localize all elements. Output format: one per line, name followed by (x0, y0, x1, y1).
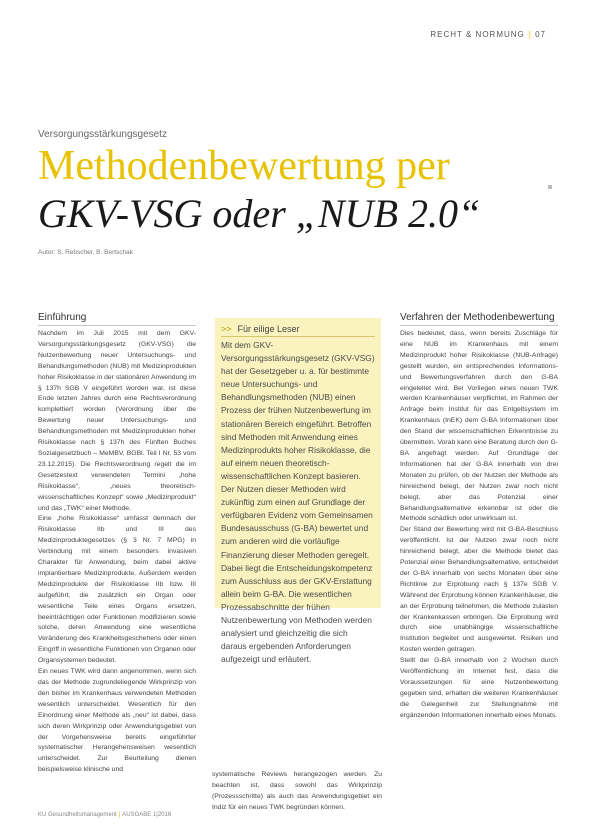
footer-journal: KU Gesundheitsmanagement (38, 812, 117, 818)
header-section: RECHT & NORMUNG (430, 30, 525, 39)
col1-heading-block (38, 312, 196, 323)
article-authors: Autor: S. Rebscher, B. Bertschak (38, 249, 134, 256)
col3-heading: Verfahren der Methodenbewertung (400, 312, 555, 323)
col1-paragraph: Nachdem im Juli 2015 mit dem GKV-Versorgungsstärkungsgesetz (GKV-VSG) die Nutzenbewertung neuer Untersuchungs- und Behandlungsmethoden (NUB) mit Medizinprodukten hoher Risikoklasse in der stationären Anwendung im § 137h SGB V eingeführt worden war, ist diese Ende letzten Jahres durch eine Rechtsverordnung komplettiert worden (Verordnung über die Bewertung neuer Untersuchungs- und Behandlungsmethoden mit Medizinprodukten hoher Risikoklasse nach § 137h des Fünften Buches Sozialgesetzbuch – MeMBV, BGBl. Teil I Nr. 53 vom 23.12.2015). Die Rechtsverordnung regelt die im Gesetzestext verwendeten Termini „hohe Risikoklasse“, „neues theoretisch-wissenschaftliches Konzept“ sowie „Medizinprodukt“ und das „TWK“ einer Methode. (38, 330, 196, 512)
box-text: Mit dem GKV-Versorgungsstärkungsgesetz (GKV-VSG) hat der Gesetzgeber u. a. für bestimmte neue Untersuchungs- und Behandlungsmethoden (NUB) einen Prozess der frühen Nutzenbewertung im stationären Bereich eingeführt. Betroffen sind Methoden mit Anwendung eines Medizinprodukts hoher Risikoklasse, die auf einem neuen theoretisch-wissenschaftlichen Konzept basieren. Der Nutzen dieser Methoden wird zukünftig zum einen auf Grundlage der verfügbaren Evidenz vom Gemeinsamen Bundesausschuss (G-BA) bewertet und zum anderen wird die vorläufige Finanzierung dieser Methoden geregelt. Dabei liegt die Entscheidungskompetenz zum Ausschluss aus der GKV-Erstattung allein beim G-BA. Die wesentlichen Prozessabschnitte der frühen Nutzenbewertung von Methoden werden analysiert und gleichzeitig die sich daraus ergebenden Anforderungen aufgezeigt und erläutert. (221, 340, 375, 665)
page-footer (38, 812, 171, 818)
col1-heading-rule (38, 325, 196, 326)
article-title-line2: GKV-VSG oder „NUB 2.0“ (38, 191, 481, 236)
quick-readers-box (215, 318, 381, 665)
col1-paragraph: Ein neues TWK wird dann angenommen, wenn sich das der Methode zugrundeliegende Wirkprinzip von den bisher im Krankenhaus verwendeten Methoden wesentlich unterscheidet. Wesentlich für den Einordnung einer Methode als „neu“ ist dabei, dass sich deren Wirkprinzip oder Anwendungsgebiet von der Vorgehensweise bereits eingeführter systematischer Herangehensweisen wesentlich unterscheidet. Zur Beurteilung dienen beispielsweise klinische und (38, 668, 196, 774)
col3-body (400, 329, 558, 799)
footer-separator: | (118, 812, 121, 818)
page-number: 07 (535, 30, 546, 39)
running-header (430, 30, 546, 39)
box-heading: Für eilige Leser (237, 324, 300, 334)
col3-paragraph: Der Stand der Bewertung wird mit G-BA-Beschluss veröffentlicht. Ist der Nutzen zwar noch nicht hinreichend belegt, aber die Methode bietet das Potenzial einer Behandlungsalternative, entscheidet der G-BA innerhalb von sechs Monaten über eine Richtlinie zur Erprobung nach § 137e SGB V. Während der Erprobung können Krankenhäuser, die an der Erprobung teilnehmen, die Methode zulasten der Krankenkassen erbringen. Die Erprobung wird durch eine unabhängige wissenschaftliche Institution begleitet und ausgewertet. Risiken und Kosten werden getragen. (400, 526, 558, 654)
col3-heading-block (400, 312, 558, 323)
article-title-line1: Methodenbewertung per (38, 143, 450, 189)
col3-paragraph: Stellt der G-BA innerhalb von 2 Wochen durch Veröffentlichung im Internet fest, dass die Voraussetzungen für eine Nutzenbewertung gegeben sind, erhalten die weiteren Krankenhäuser die Gelegenheit zur Stellungnahme mit ergänzenden Informationen innerhalb eines Monats. (400, 657, 558, 719)
col1-paragraph: Eine „hohe Risikoklasse“ umfasst demnach der Risikoklasse IIb und III des Medizinproduktegesetzes (§ 3 Nr. 7 MPG) in Verbindung mit einem besonders invasiven Charakter für Anwendung, beim dabei aktive implantierbare Medizinprodukte. Außerdem werden Medizinprodukte der Risikoklasse IIb bzw. III aufgeführt, die zusätzlich ein Organ oder wesentliche Teile eines Organs ersetzen, beeinträchtigen oder Funktionen modifizieren sowie solche, deren Anwendung eine wesentliche Veränderung des Krankheitsgeschehens oder einen Eingriff in wesentliche Funktionen von Organen oder Organsystemen bedeutet. (38, 515, 196, 665)
col3-heading-rule (400, 325, 558, 326)
col3-paragraph: Dies bedeutet, dass, wenn bereits Zuschläge für eine NUB im Krankenhaus mit einem Medizinprodukt hoher Risikoklasse (NUB-Anfrage) gestellt wurden, ein entsprechendes Informations- und Bewertungsverfahren durch den G-BA eingeleitet wird. Bei Vorliegen eines neuen TWK werden Krankenhäuser verpflichtet, im Rahmen der Anfrage beim Institut für das Entgeltsystem im Krankenhaus (InEK) dem G-BA Informationen über den Stand der wissenschaftlichen Erkenntnisse zu übermitteln. Vorab kann eine Beratung durch den G-BA angefragt werden. Auf Grundlage der Informationen hat der G-BA innerhalb von drei Monaten zu prüfen, ob der Nutzen der Methode als hinreichend belegt, der Nutzen zwar noch nicht belegt, aber das Potenzial einer Behandlungsalternative erkennbar ist oder die Methode schädlich oder unwirksam ist. (400, 330, 558, 523)
double-arrow-icon: >> (221, 324, 232, 334)
col1-body (38, 329, 196, 799)
header-separator: | (528, 30, 532, 39)
box-header (215, 318, 381, 336)
article-kicker: Versorgungsstärkungsgesetz (38, 129, 167, 140)
col1-heading: Einführung (38, 312, 87, 323)
decorative-mark (548, 185, 552, 189)
footer-issue: AUSGABE 1|2016 (122, 812, 172, 818)
col2-bottom-text: systematische Reviews herangezogen werden. Zu beachten ist, dass sowohl das Wirkprinzip (Prozessschritte) als auch das Anwendungsgebiet ein Indiz für ein neues TWK begründen können. (212, 771, 382, 811)
